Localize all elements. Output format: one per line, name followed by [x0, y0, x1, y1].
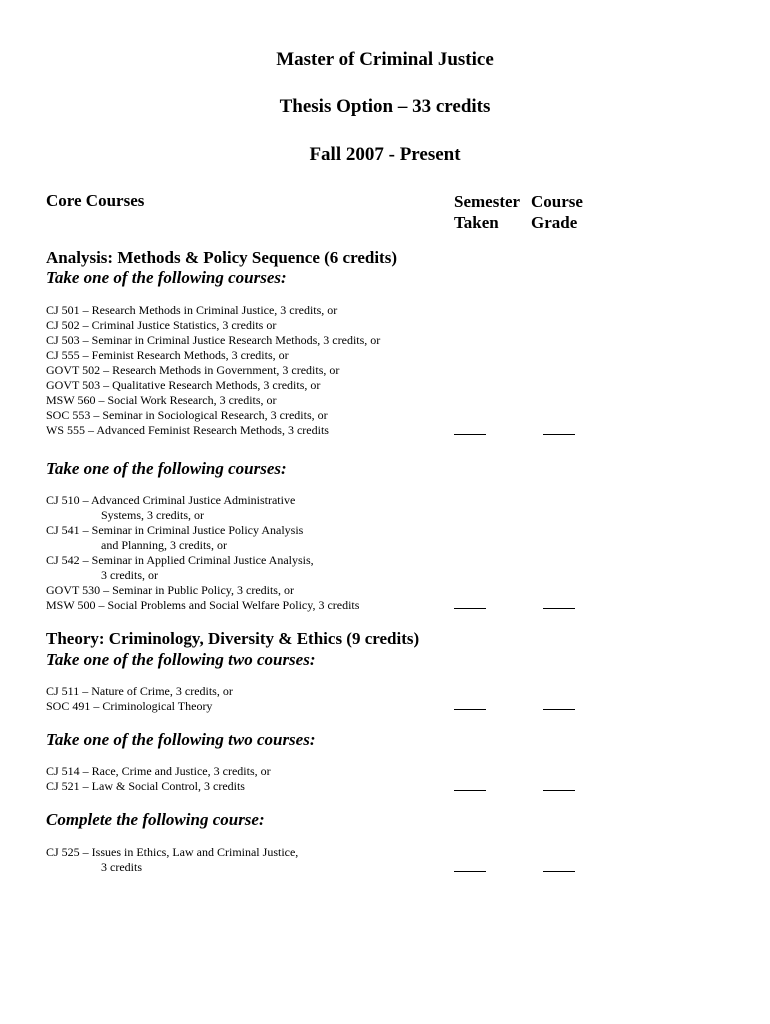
- semester-blank-line[interactable]: [454, 871, 486, 872]
- list-item-continuation: Systems, 3 credits, or: [101, 508, 204, 522]
- list-item: CJ 514 – Race, Crime and Justice, 3 credits, or: [46, 764, 271, 778]
- ethics-course-list: [46, 845, 298, 875]
- grade-blank-line[interactable]: [543, 871, 575, 872]
- list-item-continuation: 3 credits: [101, 860, 142, 874]
- semester-header-line2: Taken: [454, 213, 499, 232]
- list-item: CJ 542 – Seminar in Applied Criminal Justice Analysis,: [46, 553, 314, 567]
- race-course-list: [46, 764, 271, 794]
- grade-blank-line[interactable]: [543, 709, 575, 710]
- grade-blank-line[interactable]: [543, 790, 575, 791]
- policy-instruction: Take one of the following courses:: [46, 459, 287, 478]
- list-item: CJ 525 – Issues in Ethics, Law and Criminal Justice,: [46, 845, 299, 859]
- semester-header-line1: Semester: [454, 192, 521, 211]
- list-item: CJ 503 – Seminar in Criminal Justice Research Methods, 3 credits, or: [46, 333, 381, 347]
- list-item: GOVT 503 – Qualitative Research Methods, 3 credits, or: [46, 378, 321, 392]
- list-item: CJ 510 – Advanced Criminal Justice Administrative: [46, 493, 296, 507]
- analysis-instruction: Take one of the following courses:: [46, 268, 287, 287]
- list-item: MSW 500 – Social Problems and Social Welfare Policy, 3 credits: [46, 598, 360, 612]
- list-item: GOVT 502 – Research Methods in Government, 3 credits, or: [46, 363, 340, 377]
- grade-header-line1: Course: [531, 192, 583, 211]
- list-item: SOC 553 – Seminar in Sociological Research, 3 credits, or: [46, 408, 328, 422]
- list-item: CJ 541 – Seminar in Criminal Justice Policy Analysis: [46, 523, 304, 537]
- list-item-continuation: 3 credits, or: [101, 568, 158, 582]
- list-item: CJ 555 – Feminist Research Methods, 3 credits, or: [46, 348, 289, 362]
- semester-blank-line[interactable]: [454, 434, 486, 435]
- policy-course-list: [46, 493, 359, 613]
- list-item: CJ 501 – Research Methods in Criminal Justice, 3 credits, or: [46, 303, 338, 317]
- semester-blank-line[interactable]: [454, 709, 486, 710]
- theory-section-heading: Theory: Criminology, Diversity & Ethics (9 credits): [46, 629, 420, 648]
- list-item: WS 555 – Advanced Feminist Research Methods, 3 credits: [46, 423, 329, 437]
- semester-blank-line[interactable]: [454, 608, 486, 609]
- semester-blank-line[interactable]: [454, 790, 486, 791]
- list-item: SOC 491 – Criminological Theory: [46, 699, 213, 713]
- list-item: CJ 511 – Nature of Crime, 3 credits, or: [46, 684, 233, 698]
- core-courses-heading: Core Courses: [46, 191, 145, 210]
- course-grade-header: [531, 191, 583, 233]
- theory-course-list: [46, 684, 233, 714]
- analysis-section-heading: Analysis: Methods & Policy Sequence (6 credits): [46, 248, 397, 267]
- ethics-instruction: Complete the following course:: [46, 810, 265, 829]
- race-instruction: Take one of the following two courses:: [46, 730, 316, 749]
- theory-instruction: Take one of the following two courses:: [46, 650, 316, 669]
- grade-header-line2: Grade: [531, 213, 578, 232]
- document-subtitle: Thesis Option – 33 credits: [279, 96, 491, 117]
- document-term: Fall 2007 - Present: [309, 144, 461, 165]
- grade-blank-line[interactable]: [543, 608, 575, 609]
- list-item-continuation: and Planning, 3 credits, or: [101, 538, 227, 552]
- list-item: CJ 521 – Law & Social Control, 3 credits: [46, 779, 245, 793]
- semester-taken-header: [454, 191, 520, 233]
- list-item: MSW 560 – Social Work Research, 3 credits, or: [46, 393, 277, 407]
- list-item: GOVT 530 – Seminar in Public Policy, 3 credits, or: [46, 583, 294, 597]
- analysis-course-list: [46, 303, 380, 438]
- document-title: Master of Criminal Justice: [276, 49, 494, 70]
- list-item: CJ 502 – Criminal Justice Statistics, 3 credits or: [46, 318, 277, 332]
- grade-blank-line[interactable]: [543, 434, 575, 435]
